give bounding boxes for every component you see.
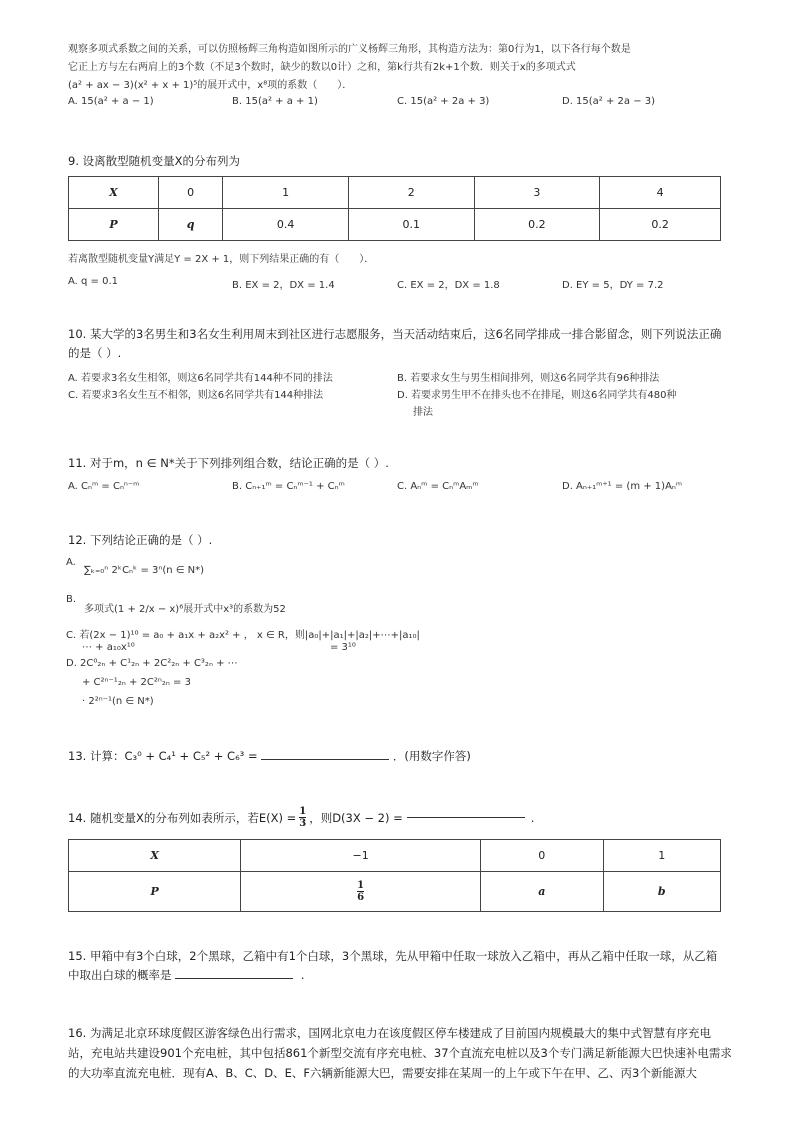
cell: b [603, 872, 721, 912]
q14-answer-blank[interactable] [407, 817, 525, 818]
q8-line2: 它正上方与左右两肩上的3个数（不足3个数时，缺少的数以0计）之和，第k行共有2k+1个数．则关于x的多项式式 [68, 62, 576, 73]
q9-option-a: A. q = 0.1 [68, 276, 119, 287]
q11-option-c: C. Aₙᵐ = CₙᵐAₘᵐ [397, 481, 479, 492]
q12-option-b: 多项式(1 + 2/x − x)⁶展开式中x³的系数为52 [84, 604, 286, 615]
q16-line3: 的大功率直流充电桩．现有A、B、C、D、E、F六辆新能源大巴，需要安排在某周一的上午或下午在甲、乙、丙3个新能源大 [68, 1066, 697, 1080]
cell: q [158, 209, 222, 241]
q12-option-c-line2: ⋯ + a₁₀x¹⁰ [82, 642, 135, 653]
q12-option-c: C. 若(2x − 1)¹⁰ = a₀ + a₁x + a₂x² + ， x ∈ R，则|a₀|+|a₁|+|a₂|+⋯+|a₁₀| [66, 630, 420, 641]
q16-line1: 16. 为满足北京环球度假区游客绿色出行需求，国网北京电力在该度假区停车楼建成了目前国内规模最大的集中式智慧有序充电 [68, 1026, 711, 1040]
cell: X [69, 840, 241, 872]
cell: 0 [481, 840, 603, 872]
cell: 1 [603, 840, 721, 872]
cell: 0.2 [600, 209, 721, 241]
q10-option-c: C. 若要求3名女生互不相邻，则这6名同学共有144种排法 [68, 390, 324, 401]
cell: P [69, 209, 159, 241]
q9-stem: 9. 设离散型随机变量X的分布列为 [68, 154, 241, 168]
q12-option-c-line3: = 3¹⁰ [330, 642, 356, 653]
cell: X [69, 177, 159, 209]
q12-option-d: D. 2C⁰₂ₙ + C¹₂ₙ + 2C²₂ₙ + C³₂ₙ + ⋯ [66, 658, 238, 669]
cell: P [69, 872, 241, 912]
cell: 1 [223, 177, 349, 209]
q8-option-b: B. 15(a² + a + 1) [232, 96, 318, 107]
q12-option-d-line3: · 2²ⁿ⁻¹(n ∈ N*) [82, 696, 154, 707]
cell: 4 [600, 177, 721, 209]
q10-line1: 10. 某大学的3名男生和3名女生利用周末到社区进行志愿服务，当天活动结束后，这6名同学排成一排合影留念，则下列说法正确 [68, 327, 722, 341]
q14-stem [68, 806, 534, 829]
q10-option-a: A. 若要求3名女生相邻，则这6名同学共有144种不同的排法 [68, 373, 333, 384]
q11-option-d: D. Aₙ₊₁ᵐ⁺¹ = (m + 1)Aₙᵐ [562, 481, 683, 492]
q16-line2: 站，充电站共建设901个充电桩，其中包括861个新型交流有序充电桩、37个直流充电桩以及3个专门满足新能源大巴快速补电需求 [68, 1046, 732, 1060]
q12-option-b-letter: B. [66, 594, 77, 605]
q14-tail: . [530, 810, 535, 825]
cell-fraction [241, 872, 481, 912]
q12-stem: 12. 下列结论正确的是（ ）. [68, 533, 213, 547]
q8-option-a: A. 15(a² + a − 1) [68, 96, 154, 107]
cell: a [481, 872, 603, 912]
q13-stem [68, 748, 471, 764]
q15-answer-blank[interactable] [175, 978, 293, 979]
q13-text: 13. 计算：C₃⁰ + C₄¹ + C₅² + C₆³ = [68, 749, 258, 763]
q12-option-a-letter: A. [66, 557, 76, 568]
q9-distribution-table [68, 176, 721, 241]
q8-option-c: C. 15(a² + 2a + 3) [397, 96, 490, 107]
q10-line2: 的是（ ）. [68, 346, 122, 360]
q13-tail: ．(用数字作答) [392, 749, 471, 763]
p-frac-den: 6 [357, 892, 365, 903]
q10-option-b: B. 若要求女生与男生相间排列，则这6名同学共有96种排法 [397, 373, 660, 384]
q9-row-x [69, 177, 721, 209]
q8-option-d: D. 15(a² + 2a − 3) [562, 96, 656, 107]
q15-tail: . [300, 968, 305, 982]
cell: 0.4 [223, 209, 349, 241]
cell: 3 [474, 177, 600, 209]
cell: −1 [241, 840, 481, 872]
q14-fraction [299, 806, 306, 829]
q9-row-p [69, 209, 721, 241]
q13-answer-blank[interactable] [261, 759, 389, 760]
cell: 0 [158, 177, 222, 209]
q11-option-b: B. Cₙ₊₁ᵐ = Cₙᵐ⁻¹ + Cₙᵐ [232, 481, 345, 492]
q14-row-x [69, 840, 721, 872]
q11-stem: 11. 对于m，n ∈ N*关于下列排列组合数，结论正确的是（ ）. [68, 456, 389, 470]
q12-option-a: ∑ₖ₌₀ⁿ 2ᵏCₙᵏ = 3ⁿ(n ∈ N*) [84, 565, 205, 576]
q9-after: 若离散型随机变量Y满足Y = 2X + 1，则下列结果正确的有（ ）． [68, 254, 375, 265]
q14-text-1: 14. 随机变量X的分布列如表所示，若E(X) = [68, 810, 297, 825]
q11-option-a: A. Cₙᵐ = Cₙⁿ⁻ᵐ [68, 481, 140, 492]
q9-option-d: D. EY = 5，DY = 7.2 [562, 280, 664, 291]
q9-option-b: B. EX = 2，DX = 1.4 [232, 280, 335, 291]
q15-line2 [68, 967, 304, 983]
q14-frac-den: 3 [299, 818, 307, 829]
q10-option-d: D. 若要求男生甲不在排头也不在排尾，则这6名同学共有480种 [397, 390, 677, 401]
q9-option-c: C. EX = 2，DX = 1.8 [397, 280, 500, 291]
q12-option-d-line2: + C²ⁿ⁻¹₂ₙ + 2C²ⁿ₂ₙ = 3 [82, 677, 191, 688]
cell: 0.1 [348, 209, 474, 241]
cell: 2 [348, 177, 474, 209]
q14-row-p [69, 872, 721, 912]
q14-frac-num: 1 [299, 806, 307, 817]
cell: 0.2 [474, 209, 600, 241]
q8-line3: (a² + ax − 3)(x² + x + 1)⁵的展开式中，x⁸项的系数（ ）． [68, 80, 353, 91]
q14-distribution-table [68, 839, 721, 912]
q10-option-d-cont: 排法 [413, 407, 433, 418]
p-fraction [357, 880, 364, 903]
q15-text: 中取出白球的概率是 [68, 968, 172, 982]
p-frac-num: 1 [357, 880, 365, 891]
q15-line1: 15. 甲箱中有3个白球，2个黑球，乙箱中有1个白球，3个黑球，先从甲箱中任取一球放入乙箱中，再从乙箱中任取一球，从乙箱 [68, 949, 718, 963]
q8-line1: 观察多项式系数之间的关系，可以仿照杨辉三角构造如图所示的广义杨辉三角形，其构造方法为：第0行为1，以下各行每个数是 [68, 44, 631, 55]
q14-text-2: ，则D(3X − 2) = [309, 810, 403, 825]
